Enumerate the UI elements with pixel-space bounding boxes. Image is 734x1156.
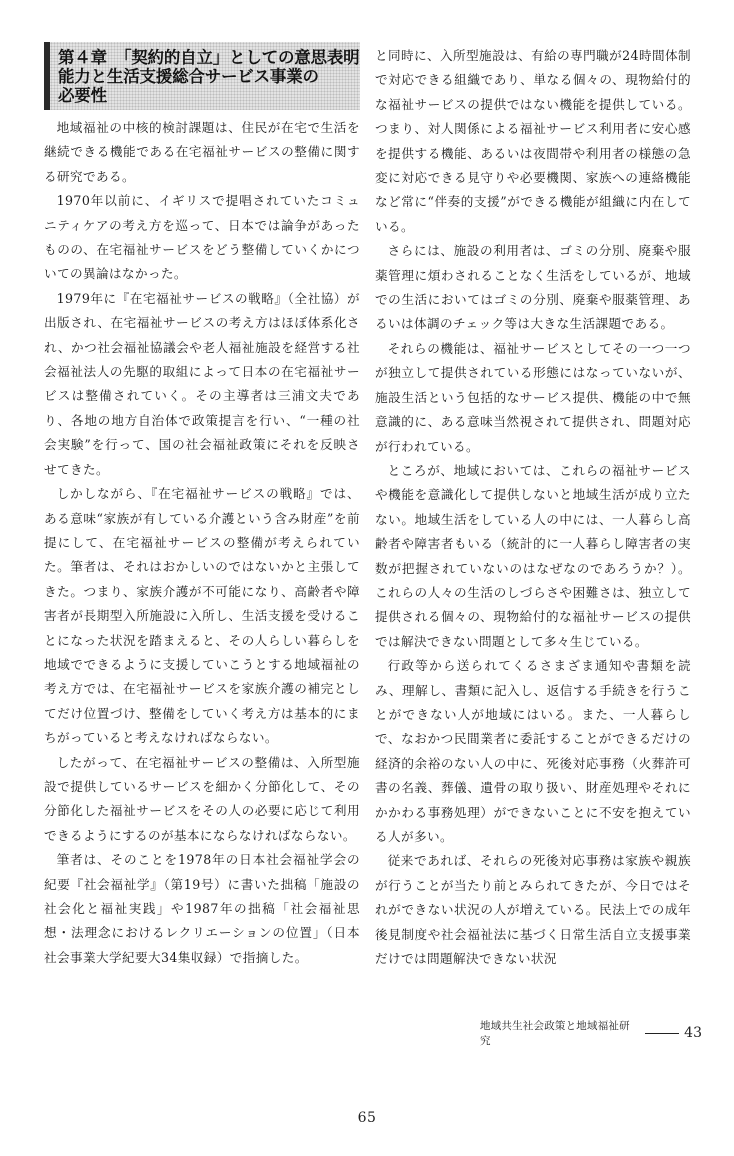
body-paragraph: 1970年以前に、イギリスで提唱されていたコミュニティケアの考え方を巡って、日本では論争があったものの、在宅福祉サービスをどう整備していくかについての異論はなかった。 [44, 193, 360, 282]
running-footer-title: 地域共生社会政策と地域福祉研究 [480, 1020, 630, 1047]
running-footer-rule [645, 1033, 679, 1034]
chapter-heading [44, 42, 360, 110]
right-column [375, 44, 691, 971]
body-paragraph-continued: と同時に、入所型施設は、有給の専門職が24時間体制で対応できる組織であり、単なる個々の、現物給付的な福祉サービスの提供ではない機能を提供している。つまり、対人関係による福祉サービス利用者に安心感を提供する機能、あるいは夜間帯や利用者の様態の急変に対応できる見守りや必要機関、家族への連絡機能など常に“伴奏的支援”ができる機能が組織に内在している。 [375, 48, 691, 234]
running-footer-number: 43 [684, 1025, 702, 1041]
body-paragraph: それらの機能は、福祉サービスとしてその一つ一つが独立して提供されている形態にはなっていないが、施設生活という包括的なサービス提供、機能の中で無意識的に、ある意味当然視されて提供され、問題対応が行われている。 [375, 340, 691, 454]
chapter-heading-line-1: 第４章 「契約的自立」としての意思表明 [58, 48, 360, 67]
running-footer [480, 1020, 702, 1047]
body-paragraph: したがって、在宅福祉サービスの整備は、入所型施設で提供しているサービスを細かく分節化して、その分節化した福祉サービスをその人の必要に応じて利用できるようにするのが基本にならなければならない。 [44, 754, 360, 843]
page-number: 65 [357, 1110, 377, 1126]
chapter-heading-line-2: 能力と生活支援総合サービス事業の [58, 67, 319, 86]
body-paragraph: ところが、地域においては、これらの福祉サービスや機能を意識化して提供しないと地域生活が成り立たない。地域生活をしている人の中には、一人暮らし高齢者や障害者もいる（統計的に一人暮らし障害者の実数が把握されていないのはなぜなのであろうか？）。これらの人々の生活のしづらさや困難さは、独立して提供される個々の、現物給付的な福祉サービスの提供では解決できない問題として多々生じている。 [375, 462, 691, 649]
body-paragraph: さらには、施設の利用者は、ゴミの分別、廃棄や服薬管理に煩わされることなく生活をしているが、地域での生活においてはゴミの分別、廃棄や服薬管理、あるいは体調のチェック等は大きな生活課題である。 [375, 243, 691, 332]
body-paragraph: 筆者は、そのことを1978年の日本社会福祉学会の紀要『社会福祉学』（第19号）に書いた拙稿「施設の社会化と福祉実践」や1987年の拙稿「社会福祉思想・法理念におけるレクリエーションの位置」（日本社会事業大学紀要大34集収録）で指摘した。 [44, 852, 360, 965]
chapter-heading-line-3: 必要性 [58, 86, 107, 105]
body-paragraph: しかしながら、『在宅福祉サービスの戦略』では、ある意味“家族が有している介護という含み財産”を前提にして、在宅福祉サービスの整備が考えられていた。筆者は、それはおかしいのではないかと主張してきた。つまり、家族介護が不可能になり、高齢者や障害者が長期型入所施設に入所し、生活支援を受けることになった状況を踏まえると、その人らしい暮らしを地域でできるように支援していこうとする地域福祉の考え方では、在宅福祉サービスを家族介護の補完としてだけ位置づけ、整備をしていく考え方は基本的にまちがっていると考えなければならない。 [44, 486, 360, 746]
body-paragraph: 従来であれば、それらの死後対応事務は家族や親族が行うことが当たり前とみられてきたが、今日ではそれができない状況の人が増えている。民法上での成年後見制度や社会福祉法に基づく日常生活自立支援事業だけでは問題解決できない状況 [375, 853, 691, 967]
body-paragraph: 地域福祉の中核的検討課題は、住民が在宅で生活を継続できる機能である在宅福祉サービスの整備に関する研究である。 [44, 120, 360, 184]
body-paragraph: 1979年に『在宅福祉サービスの戦略』（全社協）が出版され、在宅福祉サービスの考え方はほぼ体系化され、かつ社会福祉協議会や老人福祉施設を経営する社会福祉法人の先駆的取組によって日本の在宅福祉サービスは整備されていく。その主導者は三浦文夫であり、各地の地方自治体で政策提言を行い、“一種の社会実験”を行って、国の社会福祉政策にそれを反映させてきた。 [44, 290, 360, 477]
left-column [44, 42, 360, 970]
body-paragraph: 行政等から送られてくるさまざま通知や書類を読み、理解し、書類に記入し、返信する手続きを行うことができない人が地域にはいる。また、一人暮らしで、なおかつ民間業者に委託することができるだけの経済的余裕のない人の中に、死後対応事務（火葬許可書の名義、葬儀、遺骨の取り扱い、財産処理やそれにかかわる事務処理）ができないことに不安を抱えている人が多い。 [375, 658, 691, 844]
